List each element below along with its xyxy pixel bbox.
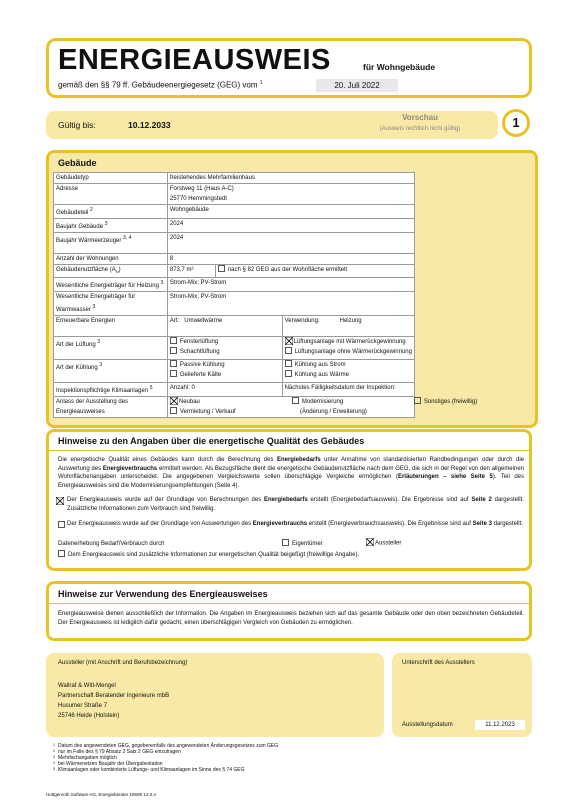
verwendung-label: Verwendung: [284,318,320,325]
table-row [54,233,415,254]
row-label [54,265,168,278]
signature-label: Unterschrift des Ausstellers [402,660,475,666]
row-value: 873,7 m² [167,265,215,278]
row-value [167,184,414,205]
table-row [54,316,415,337]
table-row [54,383,415,397]
option-label: Aussteller [375,540,402,547]
table-row [54,278,415,292]
option-label: Schachtlüftung [179,349,220,356]
law-reference [58,80,263,90]
issuer-line: Husumer Straße 7 [58,703,108,709]
text: ). Teil des Energieausweises sind die Modernisierungsempfehlungen (Seite 4). [58,474,524,489]
footnote-ref: 3 [160,280,164,287]
option-label: Eigentümer [292,541,323,548]
row-value: 2024 [167,219,414,233]
row-value: Strom-Mix; PV-Strom [167,278,414,292]
hints-paragraph [58,456,524,490]
art-value: Umweltwärme [184,318,223,325]
option-label: Lüftungsanlage ohne Wärmerückgewinnung [294,349,412,356]
checkbox[interactable] [170,347,177,354]
address-line: 25770 Hemmingstedt [169,196,227,202]
checkbox[interactable] [285,360,292,367]
label-text: Anlass der Ausstellung des [56,399,129,406]
document-title: ENERGIEAUSWEIS [58,44,331,76]
text: ermittelt werden. Als Bezugsfläche dient die energetische Gebäudenutzfläche nach dem GEG, die sich in der Regel von den allgemeinen Wohnflächenangaben unterscheidet. Die angegebenen Vergleichswerte sollen überschlägige Vergleiche ermöglichen ( [58,465,524,480]
option-verbrauch [58,520,524,529]
row-value [282,316,414,337]
text: Energieverbrauchs [102,465,158,472]
checkbox[interactable] [170,337,177,344]
footnote-ref: 3 [99,362,103,369]
option-label: Kühlung aus Wärme [294,372,349,379]
row-options [167,337,282,360]
option-label: Sonstiges (freiwillig) [423,399,478,406]
footnote-ref: 5 [149,385,153,392]
text: dargestellt. [491,521,523,527]
checkbox[interactable] [292,397,299,404]
option-label: Vermietung / Verkauf [179,409,236,416]
table-row [54,205,415,219]
row-label [54,292,168,316]
issuer-line: Wallraf & Witt-Mengel [58,683,116,689]
row-label [54,278,168,292]
footnote-number: 2 [53,749,55,753]
text: Der Energieausweis wurde auf der Grundlage von Berechnungen des [67,497,264,503]
law-footnote: 1 [259,80,263,86]
checkbox[interactable] [218,265,225,272]
row-options [167,397,478,418]
hints-title: Hinweise zu den Angaben über die energetische Qualität des Gebäudes [58,436,365,446]
row-options [282,360,414,383]
option-label: Kühlung aus Strom [294,362,346,369]
row-options [282,337,414,360]
row-label [54,205,168,219]
label-text: Wesentliche Energieträger für Warmwasser [56,294,136,314]
checkbox[interactable] [58,550,65,557]
issuer-line: 25746 Heide (Holstein) [58,713,120,719]
preview-note: (Ausweis rechtlich nicht gültig) [379,126,461,132]
label-text: Art der Kühlung [56,365,98,372]
row-label [54,397,168,418]
footnote-ref: 3 [104,221,108,227]
row-label: Erneuerbare Energien [54,316,168,337]
checkbox[interactable] [58,521,65,528]
software-footer: Hottgenroth Software AG, Energieberater 18599 12.0.4 [46,792,156,797]
row-option [215,265,414,278]
footnote [53,767,245,773]
footnote-ref: 3, 4 [123,235,132,241]
option-eigentuemer [282,540,323,549]
checkbox[interactable] [414,397,421,404]
row-label: Gebäudetyp [54,173,168,184]
document-subtitle: für Wohngebäude [363,62,436,72]
row-value: Nächstes Fälligkeitsdatum der Inspektion: [282,383,414,397]
row-label [54,383,168,397]
row-value: Wohngebäude [167,205,414,219]
building-table [53,172,478,418]
option-zusatz [58,551,524,560]
label-text: Gebäudenutzfläche (A [56,267,116,273]
checked-checkbox-icon[interactable] [56,497,64,505]
option-label: Neubau [178,399,200,406]
row-value: 8 [167,254,414,265]
issuer-address [58,681,169,721]
row-label: Anzahl der Wohnungen [54,254,168,265]
divider [48,603,530,604]
text: Energieverbrauchs [252,521,308,527]
checkbox[interactable] [170,407,177,414]
text: erstellt (Energieverbrauchsausweis). Die Ergebnisse sind auf [307,521,473,527]
row-label: Adresse [54,184,168,205]
label-text: Wesentliche Energieträger für Heizung [56,283,159,290]
row-value: Anzahl: 0 [167,383,282,397]
building-title: Gebäude [58,158,97,168]
option-label: Fensterlüftung [179,339,219,346]
table-row [54,219,415,233]
row-label [54,219,168,233]
checkbox[interactable] [170,360,177,367]
law-date: 20. Juli 2022 [316,79,398,92]
footnote-number: 5 [53,767,55,771]
option-aussteller [366,539,401,548]
footnote-number: 1 [53,743,55,747]
issuer-line: Partnerschaft Beratender Ingenieure mbB [58,693,170,699]
footnote-text: nur im Falle des § 79 Absatz 2 Satz 2 GEG einzutragen [58,749,181,755]
row-value: Strom-Mix; PV-Strom [167,292,414,316]
preview-label: Vorschau [402,113,438,122]
verwendung-value: Heizung [339,318,362,325]
row-label [54,360,168,383]
checked-checkbox-icon[interactable] [285,337,293,345]
table-row [54,265,415,278]
footnote-ref: 3 [97,339,101,346]
text: unter Annahme von standardisierten Randbedingungen oder durch die Auswertung des [58,457,524,472]
text: Erläuterungen – siehe Seite 5 [397,474,493,480]
row-value [167,316,282,337]
issue-date-label: Ausstellungsdatum [402,722,453,728]
issuer-label: Aussteller (mit Anschrift und Berufsbezeichnung) [58,660,188,666]
validity-label: Gültig bis: [58,120,96,130]
checked-checkbox-icon[interactable] [366,538,374,546]
label-text: Energieausweises [56,409,105,416]
footnote-text: bei Wärmenetzen Baujahr der Übergabestation [58,761,163,767]
footnote-text: Mehrfachangaben möglich [58,755,117,761]
label-text: Gebäudeteil [56,210,89,216]
footnote-number: 4 [53,761,55,765]
checkbox[interactable] [170,370,177,377]
validity-date: 10.12.2033 [128,120,171,130]
divider [48,450,530,451]
checkbox[interactable] [285,347,292,354]
table-row [54,184,415,205]
address-line: Forstweg 11 (Haus A-C) [169,186,234,192]
option-bedarf [58,496,524,513]
label-text: Baujahr Gebäude [56,224,104,230]
row-label [54,337,168,360]
option-label: Passive Kühlung [179,362,225,369]
page-number: 1 [502,109,530,137]
footnote-ref: 2 [90,207,93,213]
text: Seite 2 [471,497,492,503]
issue-date: 11.12.2023 [475,720,525,730]
text: erstellt (Energiebedarfsausweis). Die Ergebnisse sind auf [307,497,472,503]
row-value: freistehendes Mehrfamilienhaus [167,173,414,184]
checked-checkbox-icon[interactable] [170,397,178,405]
checkbox[interactable] [285,370,292,377]
option-label: nach § 82 GEG aus der Wohnfläche ermittelt [227,267,348,273]
art-label: Art: [169,318,180,325]
label-text: Inspektionspflichtige Klimaanlagen [56,388,149,395]
footnote-text: Klimaanlagen oder kombinierte Lüftungs- und Klimaanlagen im Sinne des § 74 GEG [58,767,245,773]
label-text: ) [118,267,121,273]
text: Dem Energieausweis sind zusätzliche Informationen zur energetischen Qualität beigefügt (freiwillige Angabe). [68,552,360,559]
option-label: Modernisierung [301,399,344,406]
footnote-number: 3 [53,755,55,759]
table-row [54,337,415,360]
row-options [167,360,282,383]
footnote-ref: 3 [92,304,96,311]
text: Seite 3 [472,521,492,527]
text: dargestellt. Zusätzliche Informationen zum Verbrauch sind freiwillig. [67,497,524,512]
usage-title: Hinweise zur Verwendung des Energieausweises [58,589,268,599]
label-sub: N [115,269,119,275]
text: Der Energieausweis wurde auf der Grundlage von Auswertungen des [67,521,253,527]
table-row [54,292,415,316]
row-label [54,233,168,254]
label-text: Art der Lüftung [56,342,96,349]
table-row [54,173,415,184]
table-row [54,397,415,418]
option-label: Lüftungsanlage mit Wärmerückgewinnung [293,339,406,346]
table-row [54,254,415,265]
label-text: Baujahr Wärmeerzeuger [56,238,122,244]
option-label: (Änderung / Erweiterung) [299,409,367,416]
table-row [54,360,415,383]
checkbox[interactable] [282,539,289,546]
text: Energiebedarfs [263,497,308,503]
option-label: Gelieferte Kälte [179,372,222,379]
text: Datenerhebung Bedarf/Verbrauch durch [58,541,165,547]
text: Energiebedarfs [276,457,321,463]
text: Die energetische Qualität eines Gebäudes kann durch die Berechnung des [58,457,277,463]
usage-text: Energieausweise dienen ausschließlich der Information. Die Angaben im Energieausweis beziehen sich auf das gesamte Gebäude oder den oben bezeichneten Gebäudeteil. Der Energieausweis ist lediglich dafür gedacht, einen überschlägigen Vergleich von Gebäuden zu ermöglichen. [58,611,524,626]
footnote-text: Datum des angewendeten GEG, gegebenenfalls des angewendeten Änderungsgesetzes zum GEG [58,743,279,749]
row-value: 2024 [167,233,414,254]
law-text: gemäß den §§ 79 ff. Gebäudeenergiegesetz (GEG) vom [58,80,258,90]
